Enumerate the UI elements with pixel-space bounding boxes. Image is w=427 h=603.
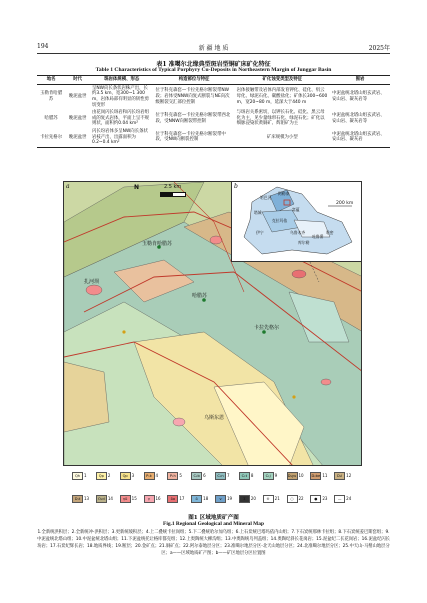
map-label: 哈腊苏 <box>192 293 208 299</box>
cell-mineralization: 矿床规模为小型 <box>235 128 330 147</box>
inset-city-label: 乌鲁木齐 <box>290 230 306 235</box>
north-arrow: N <box>134 184 140 191</box>
inset-city-label: 富蕴 <box>292 207 300 212</box>
legend-item <box>144 492 168 505</box>
legend-swatch: P₁h <box>167 472 178 480</box>
legend-number: 2 <box>107 473 111 478</box>
map-legend <box>72 469 358 513</box>
col-header-host: 围岩 <box>330 76 390 85</box>
cell-structure: 位于科克森套—卡拉先格尔断裂带NW段；岩体受NNW向复式断裂与NE向次级断裂交汇部位控制 <box>155 88 230 105</box>
legend-item <box>263 469 287 482</box>
cell-host: 中泥盆统北塔山组玄武岩、安山岩、凝灰岩等 <box>331 91 385 102</box>
legend-item <box>167 469 191 482</box>
legend-number: 12 <box>346 473 352 478</box>
cell-mineralization: 与斑岩关系密切，以钾长石化、硅化、黑云母化为主，见少量绿帘石化、绿泥石化；矿化以细脉浸染状黄铜矿、辉钼矿为主 <box>236 110 325 127</box>
legend-swatch: ○ <box>287 495 298 503</box>
table-header-row <box>37 76 390 85</box>
legend-number: 5 <box>179 473 182 478</box>
legend-item <box>72 469 96 482</box>
legend-number: 19 <box>227 496 233 501</box>
legend-swatch: Σ <box>239 495 250 503</box>
legend-item <box>191 469 215 482</box>
legend-swatch: δο <box>167 495 178 503</box>
legend-swatch: D₁t <box>72 495 83 503</box>
legend-swatch: D₂l <box>334 472 345 480</box>
cell-host: 中泥盆统北塔山组玄武岩、安山岩、凝灰岩 <box>330 128 390 147</box>
page-number: 194 <box>37 43 49 50</box>
legend-item <box>334 492 358 505</box>
figure-title-cn: 图1 区域地质矿产图 <box>188 515 239 521</box>
cell-name: 玉勒肯哈腊苏 <box>40 91 63 102</box>
legend-swatch: D₃yu <box>287 473 297 478</box>
legend-swatch: ● <box>310 495 321 503</box>
scale-bar-a <box>160 192 186 197</box>
cell-scale: 由花岗闪长斑岩和闪长玢岩组成的复式岩体，平面上呈不规则状，面积约0.04 km² <box>91 110 150 127</box>
legend-item <box>215 469 239 482</box>
journal-year: 2025年 <box>368 45 390 52</box>
unit-quaternary-3 <box>64 362 109 432</box>
legend-number: 23 <box>322 496 328 501</box>
granodiorite-intrusion <box>321 379 331 385</box>
legend-item <box>310 469 334 482</box>
legend-number: 13 <box>84 496 90 501</box>
legend-swatch: C₁n <box>215 472 226 480</box>
legend-swatch: γ <box>144 495 155 503</box>
cell-name: 卡拉先格尔 <box>37 128 65 147</box>
legend-item <box>96 492 120 505</box>
legend-swatch: C₁t <box>239 472 250 480</box>
table-title-en: Table 1 Characteristics of Typical Porphyry Cu-Deposits in Northeastern Margin of Junggar Basin <box>95 67 332 73</box>
panel-label-a: a <box>66 183 70 190</box>
legend-item <box>334 469 358 482</box>
legend-item <box>239 469 263 482</box>
legend-item <box>167 492 191 505</box>
table-row <box>37 109 390 128</box>
legend-swatch: O₂d <box>96 495 107 503</box>
legend-item <box>96 469 120 482</box>
legend-item <box>239 492 263 505</box>
cell-scale: 呈NW向长条状岩株产出，长约3.5 km，宽300~1 300 m，岩体局部有明显的韧性剪切变形 <box>91 85 149 108</box>
inset-city-label: 哈巴河 <box>260 195 272 200</box>
legend-swatch: γδ <box>120 495 131 503</box>
panel-label-b: b <box>234 183 238 190</box>
cell-scale: 闪长玢岩体多呈NW向长条状岩枝产出，出露面积为0.2~0.4 km² <box>90 128 154 147</box>
inset-city-label: 吐鲁番 <box>312 234 324 239</box>
granodiorite-intrusion <box>86 285 102 295</box>
legend-number: 3 <box>131 473 135 478</box>
legend-item <box>191 492 215 505</box>
gold-occurrence-marker <box>292 395 295 398</box>
map-label: 扎河坝 <box>84 279 100 285</box>
legend-number: 4 <box>155 473 159 478</box>
inset-city-label: 哈密 <box>326 230 334 235</box>
legend-number: 21 <box>274 496 280 501</box>
legend-number: 20 <box>250 496 256 501</box>
legend-item <box>287 492 311 505</box>
legend-item <box>144 469 168 482</box>
col-header-mineralization: 矿化蚀变类型及特征 <box>235 76 330 85</box>
figure-title-en: Fig.1 Regional Geological and Mineral Map <box>163 521 264 527</box>
legend-item <box>263 492 287 505</box>
cell-host: 中泥盆统北塔山组玄武岩、安山岩、凝灰岩等 <box>331 112 385 124</box>
cell-structure: 位于科克森套—卡拉先格尔断裂带中段，受NW向断裂控制 <box>153 128 234 147</box>
legend-number: 18 <box>203 496 209 501</box>
legend-swatch: D₂be <box>311 473 321 478</box>
legend-number: 7 <box>227 473 230 478</box>
legend-item <box>120 469 144 482</box>
legend-item <box>72 492 96 505</box>
legend-number: 10 <box>298 473 304 478</box>
legend-swatch: δ <box>191 495 202 503</box>
inset-city-label: 库尔勒 <box>298 240 310 245</box>
legend-item <box>120 492 144 505</box>
legend-number: 11 <box>322 473 328 478</box>
deposit-table <box>37 75 390 148</box>
cell-mineralization: 岩体接触带及岩体内部发育钾化、硅化、绢云母化、绿泥石化、碳酸盐化；矿体长300~600 m，宽20~80 m，延深大于440 m <box>236 88 328 105</box>
inset-city-label: 阿勒泰 <box>278 191 290 196</box>
scale-label-a: 2.5 km <box>164 184 182 190</box>
col-header-name: 地名 <box>37 76 65 85</box>
col-header-era: 时代 <box>65 76 90 85</box>
cell-era: 晚泥盆世 <box>68 115 87 121</box>
legend-item <box>310 492 334 505</box>
cell-structure: 位于科克森套—卡拉先格尔断裂带西北段，受NNW向断裂带控制 <box>155 112 231 124</box>
cell-era: 晚泥盆世 <box>65 128 90 147</box>
inset-city-label: 伊宁 <box>256 230 264 235</box>
legend-item <box>287 469 311 482</box>
legend-number: 1 <box>84 473 87 478</box>
cell-era: 晚泥盆世 <box>68 94 87 100</box>
table-row <box>37 128 390 147</box>
granite-intrusion <box>173 418 185 426</box>
table-row <box>37 84 390 109</box>
legend-number: 16 <box>155 496 161 501</box>
map-label: 乌斯东恩 <box>204 415 225 421</box>
map-label: 卡拉先格尔 <box>254 325 280 331</box>
legend-number: 22 <box>298 496 304 501</box>
figure-caption: 1.全新统洪积层；2.全新统冲-洪积层；3.更新统坡积层；4.上二叠统卡拉岗组；5.下二叠统哈尔加乌组；6.上石炭统巴塔玛依内山组；7.下石炭统那林卡拉组；8.下石炭统姜巴斯套组；9.中泥盆统北塔山组；10.中泥盆统北塔山组；11.下泥盆统托让格库都克组；12.上奥陶统大柳沟组；13.中奥陶统乌列盖组；14.奥陶纪斜长花岗岩；15.泥盆纪二长花岗岩；16.泥盆纪闪长玢岩；17.石炭纪辉长岩；18.地质界线；19.断层；20.金矿点；21.铜矿点；22.阿尔泰地层分区；23.准噶尔地层分区-北天山地层分区；24.北准噶尔地层分区；25.中天山-马鬃山地层分区；a——区域地质矿产图；b——矿区地层分区位置图 <box>37 530 390 556</box>
geological-map <box>63 181 362 466</box>
col-header-scale: 斑岩体规模、形态 <box>90 76 154 85</box>
legend-number: 9 <box>274 473 278 478</box>
map-label: 玉勒肯哈腊苏 <box>142 241 173 247</box>
header-rule <box>37 53 390 54</box>
table-title-cn: 表1 准噶尔北缘典型斑岩型铜矿床矿化特征 <box>156 61 271 68</box>
cell-name: 哈腊苏 <box>44 115 58 121</box>
legend-swatch: Qp <box>120 472 131 480</box>
scale-label-b: 200 km <box>336 201 354 206</box>
journal-name: 新 疆 地 质 <box>198 45 229 52</box>
legend-number: 17 <box>179 496 185 501</box>
legend-swatch: ν <box>215 495 226 503</box>
legend-swatch: C₂b <box>191 472 202 480</box>
legend-number: 6 <box>203 473 206 478</box>
legend-item <box>215 492 239 505</box>
legend-swatch: C₁j <box>263 472 274 480</box>
legend-swatch: ⊙ <box>263 495 274 503</box>
running-header <box>37 43 390 53</box>
legend-number: 8 <box>250 473 254 478</box>
xinjiang-outline-svg <box>232 182 362 262</box>
legend-number: 14 <box>107 496 113 501</box>
legend-swatch: Qp <box>96 472 107 480</box>
diorite-porphyrite-intrusion <box>292 270 306 278</box>
location-inset-map <box>231 182 362 262</box>
legend-swatch: P₁k <box>144 472 155 480</box>
legend-swatch: Qh <box>72 472 83 480</box>
gold-occurrence-marker <box>122 330 125 333</box>
inset-city-label: 克拉玛依 <box>272 218 288 223</box>
col-header-structure: 构造部位与特征 <box>153 76 234 85</box>
legend-number: 15 <box>131 496 137 501</box>
legend-number: 24 <box>346 496 352 501</box>
inset-city-label: 塔城 <box>254 210 262 215</box>
legend-swatch: — <box>334 495 345 503</box>
